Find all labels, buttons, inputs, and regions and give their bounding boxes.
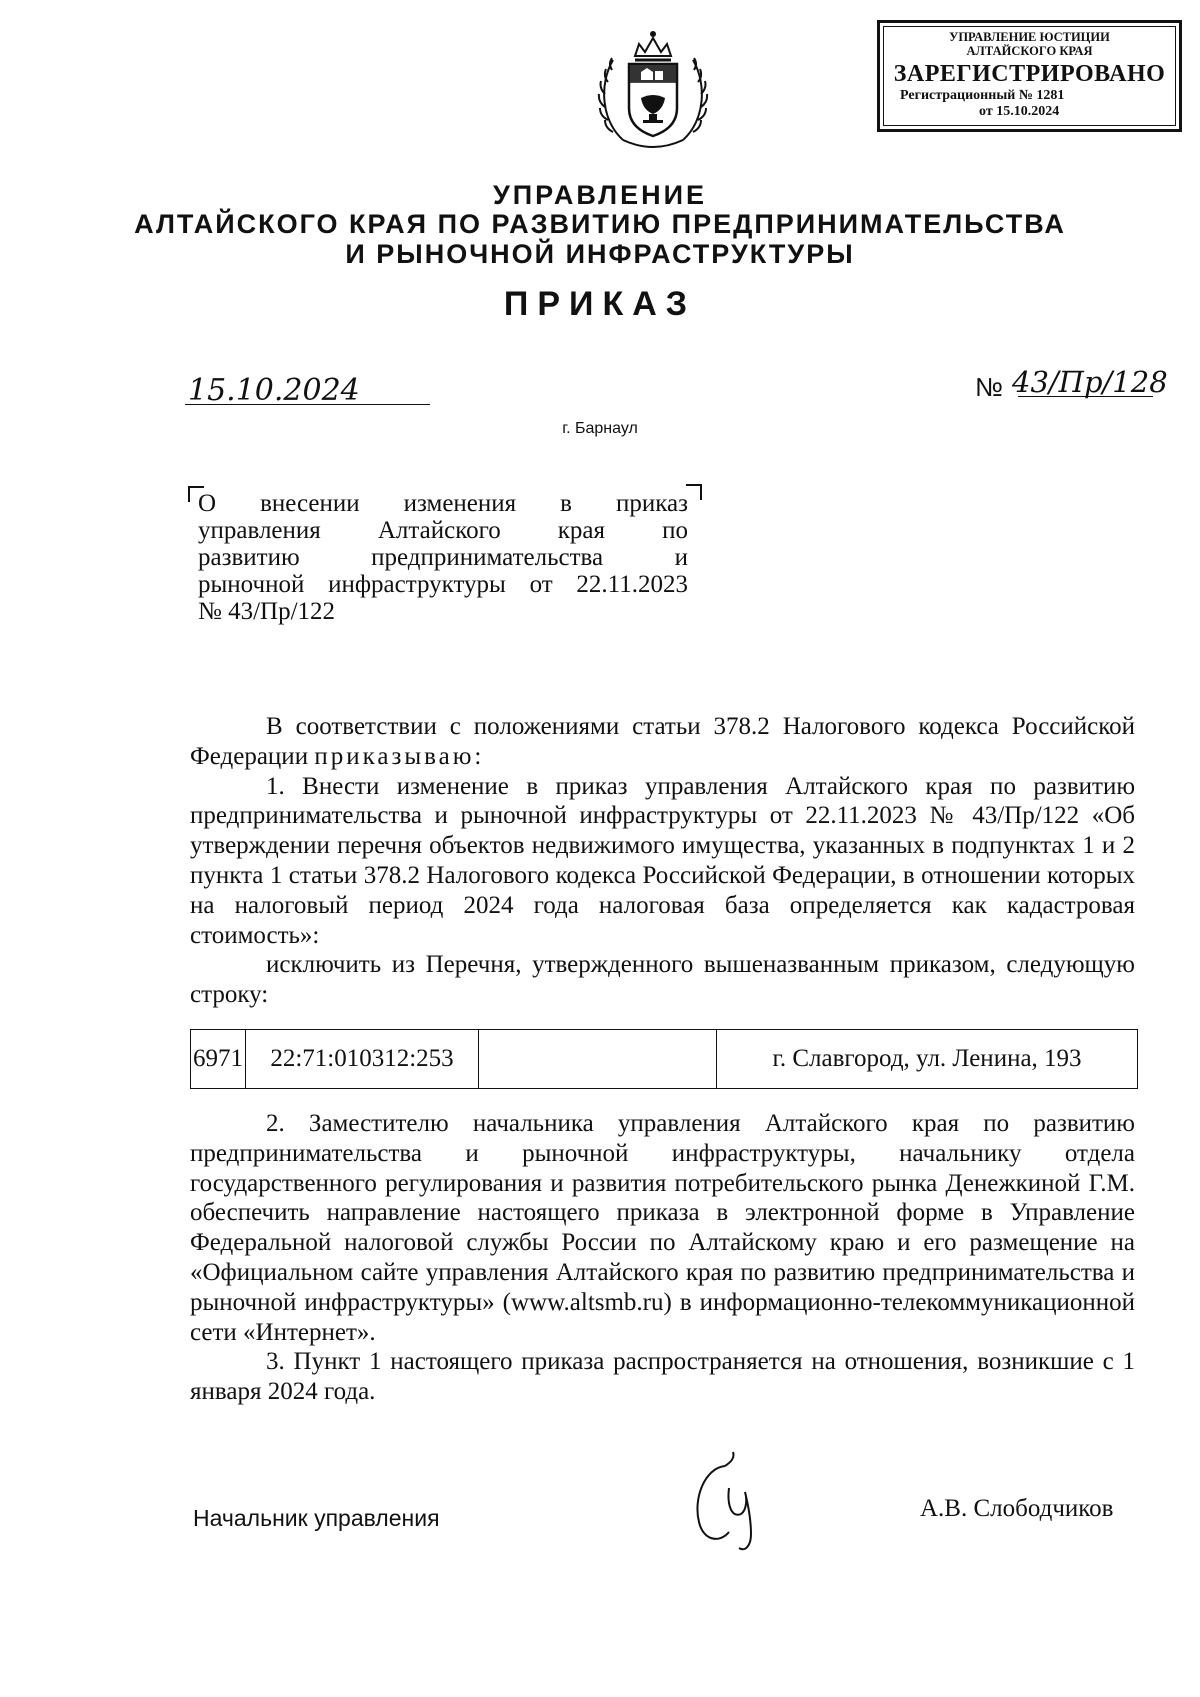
paragraph-exclude: исключить из Перечня, утвержденного вышеназванным приказом, следующую строку: xyxy=(190,951,1135,1009)
preamble-text: В соответствии с положениями статьи 378.2 Налогового кодекса Российской Федерации xyxy=(190,713,1135,770)
header-line3: И РЫНОЧНОЙ ИНФРАСТРУКТУРЫ xyxy=(345,239,855,269)
city-name: г. Барнаул xyxy=(562,420,638,437)
address-cell: г. Славгород, ул. Ленина, 193 xyxy=(717,1030,1138,1089)
preamble-colon: : xyxy=(474,742,482,770)
header-line2: АЛТАЙСКОГО КРАЯ ПО РАЗВИТИЮ ПРЕДПРИНИМАТЕЛЬСТВА xyxy=(134,209,1066,239)
subject-line1: О внесении изменения в приказ xyxy=(198,490,688,517)
stamp-reg-date: от 15.10.2024 xyxy=(979,104,1060,119)
paragraph-item-2: 2. Заместителю начальника управления Алтайского края по развитию предпринимательства и рыночной инфраструктуры, начальнику отдела государственного регулирования и развития потребительского рынка Денежкиной Г.М. обеспечить направление настоящего приказа в электронной форме в Управление Федеральной налоговой службы России по Алтайскому краю и его размещение на «Официальном сайте управления Алтайского края по развитию предпринимательства и рыночной инфраструктуры» (www.altsmb.ru) в информационно-телекоммуникационной сети «Интернет». xyxy=(190,1110,1135,1346)
subject-corner-right xyxy=(686,484,702,500)
order-number-prefix: № xyxy=(975,372,1003,402)
preamble-order-word: приказываю xyxy=(314,742,475,770)
paragraph-item-1: 1. Внести изменение в приказ управления Алтайского края по развитию предпринимательства и рыночной инфраструктуры от 22.11.2023 № 43/Пр/122 «Об утверждении перечня объектов недвижимого имущества, указанных в подпунктах 1 и 2 пункта 1 статьи 378.2 Налогового кодекса Российской Федерации, в отношении которых на налоговый период 2024 года налоговая база определяется как кадастровая стоимость»: xyxy=(190,772,1135,949)
registration-stamp xyxy=(877,20,1182,132)
cadastral-number-cell: 22:71:010312:253 xyxy=(246,1030,479,1089)
excluded-row-table xyxy=(190,1029,1138,1089)
signer-position: Начальник управления xyxy=(193,1505,440,1531)
subject-line3: развитию предпринимательства и xyxy=(198,544,688,571)
number-underline xyxy=(1018,396,1153,397)
row-number-cell: 6971 xyxy=(191,1030,246,1089)
subject-line2: управления Алтайского края по xyxy=(198,517,688,544)
subject-line5: № 43/Пр/122 xyxy=(198,598,336,625)
order-body-bottom xyxy=(190,1109,1135,1407)
header-line1: УПРАВЛЕНИЕ xyxy=(492,180,708,210)
paragraph-preamble xyxy=(190,712,1135,772)
table-row xyxy=(191,1030,1138,1089)
stamp-reg-number: Регистрационный № 1281 xyxy=(900,88,1065,103)
document-type-title: ПРИКАЗ xyxy=(503,285,697,323)
signer-name: А.В. Слободчиков xyxy=(920,1495,1114,1522)
stamp-org-line2: АЛТАЙСКОГО КРАЯ xyxy=(966,44,1093,58)
order-subject xyxy=(198,490,688,625)
handwritten-signature xyxy=(685,1448,785,1558)
order-date-handwritten: 15.10.2024 xyxy=(188,373,360,408)
stamp-status: ЗАРЕГИСТРИРОВАНО xyxy=(893,61,1166,87)
order-body-top xyxy=(190,712,1135,1010)
paragraph-item-3: 3. Пункт 1 настоящего приказа распространяется на отношения, возникшие с 1 января 2024 года. xyxy=(190,1348,1135,1406)
order-number-handwritten: 43/Пр/128 xyxy=(1012,365,1168,399)
stamp-org-line1: УПРАВЛЕНИЕ ЮСТИЦИИ xyxy=(949,30,1110,44)
date-underline xyxy=(185,404,430,405)
subject-line4: рыночной инфраструктуры от 22.11.2023 xyxy=(198,571,688,598)
empty-cell xyxy=(479,1030,717,1089)
coat-of-arms-emblem xyxy=(595,22,711,154)
